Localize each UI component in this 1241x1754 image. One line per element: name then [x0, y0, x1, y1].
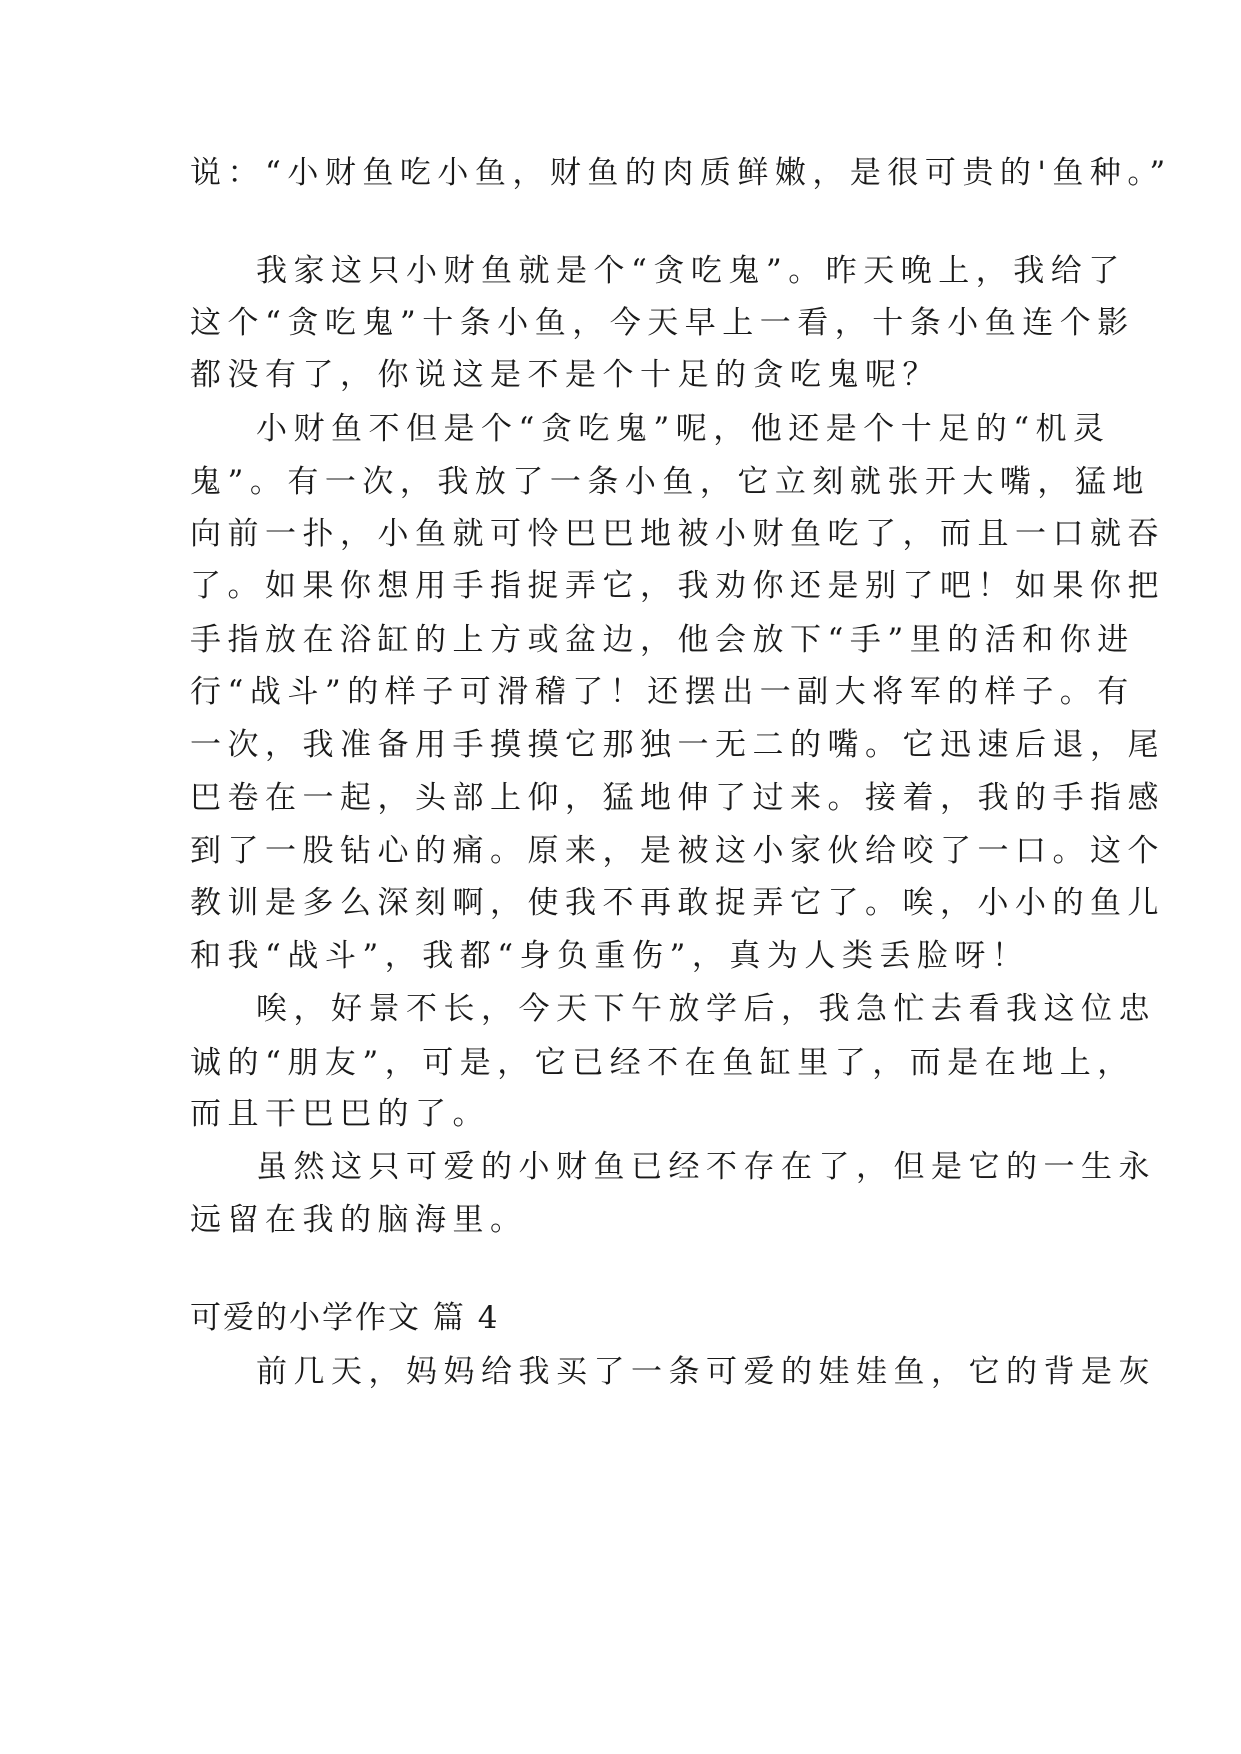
paragraph-line: 远留在我的脑海里。 [190, 1202, 528, 1238]
paragraph-line: 前几天，妈妈给我买了一条可爱的娃娃鱼，它的背是灰 [256, 1354, 1156, 1390]
paragraph-line: 唉，好景不长，今天下午放学后，我急忙去看我这位忠 [256, 991, 1156, 1027]
paragraph-line: 我家这只小财鱼就是个“贪吃鬼”。昨天晚上，我给了 [256, 253, 1126, 289]
paragraph-line: 巴卷在一起，头部上仰，猛地伸了过来。接着，我的手指感 [190, 780, 1165, 816]
paragraph-line: 行“战斗”的样子可滑稽了！还摆出一副大将军的样子。有 [190, 674, 1135, 710]
paragraph-line: 诚的“朋友”，可是，它已经不在鱼缸里了，而是在地上， [190, 1045, 1135, 1081]
paragraph-line: 了。如果你想用手指捉弄它，我劝你还是别了吧！如果你把 [190, 568, 1165, 604]
paragraph-line: 一次，我准备用手摸摸它那独一无二的嘴。它迅速后退，尾 [190, 727, 1165, 763]
paragraph-line: 小财鱼不但是个“贪吃鬼”呢，他还是个十足的“机灵 [256, 411, 1111, 447]
section-heading: 可爱的小学作文 篇 4 [190, 1300, 500, 1336]
paragraph-line: 手指放在浴缸的上方或盆边，他会放下“手”里的活和你进 [190, 622, 1135, 658]
paragraph-line: 和我“战斗”，我都“身负重伤”，真为人类丢脸呀！ [190, 938, 1030, 974]
paragraph-line: 鬼”。有一次，我放了一条小鱼，它立刻就张开大嘴，猛地 [190, 464, 1150, 500]
paragraph-line: 虽然这只可爱的小财鱼已经不存在了，但是它的一生永 [256, 1149, 1156, 1185]
paragraph-line: 而且干巴巴的了。 [190, 1096, 490, 1132]
paragraph-line: 到了一股钻心的痛。原来，是被这小家伙给咬了一口。这个 [190, 833, 1165, 869]
paragraph-line: 这个“贪吃鬼”十条小鱼，今天早上一看，十条小鱼连个影 [190, 305, 1135, 341]
paragraph-line: 教训是多么深刻啊，使我不再敢捉弄它了。唉，小小的鱼儿 [190, 885, 1165, 921]
paragraph-line: 都没有了，你说这是不是个十足的贪吃鬼呢？ [190, 357, 940, 393]
paragraph-line: 说：“小财鱼吃小鱼，财鱼的肉质鲜嫩，是很可贵的'鱼种。” [190, 155, 1172, 191]
paragraph-line: 向前一扑，小鱼就可怜巴巴地被小财鱼吃了，而且一口就吞 [190, 516, 1165, 552]
